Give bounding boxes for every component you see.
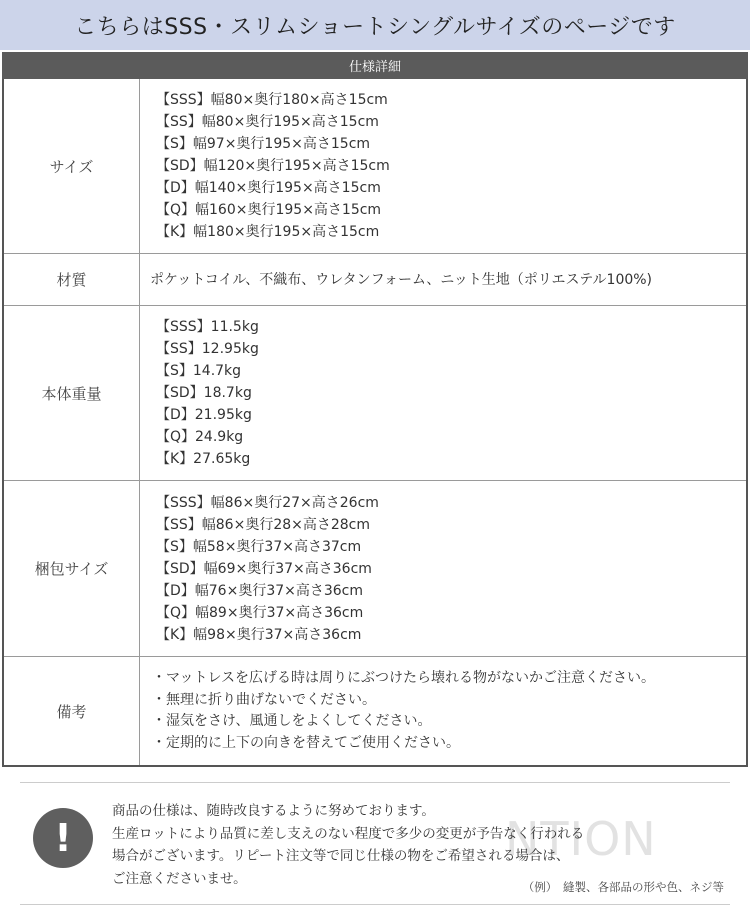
spec-value-line: 【SD】幅120×奥行195×高さ15cm [156,158,390,174]
spec-row-weight [4,306,746,481]
spec-value [140,657,746,765]
spec-header-title: 仕様詳細 [348,60,401,75]
spec-label: 梱包サイズ [4,481,140,656]
spec-label: 本体重量 [4,306,140,480]
spec-value [140,481,746,656]
spec-value [140,79,746,253]
spec-value-line: 【K】幅180×奥行195×高さ15cm [156,224,380,240]
spec-value-line: 【D】21.95kg [156,407,252,423]
notice-text [112,800,584,890]
exclamation-icon [33,808,93,868]
spec-value-line: 【SS】幅80×奥行195×高さ15cm [156,114,379,130]
spec-table-header [2,52,748,79]
notice-line: 生産ロットにより品質に差し支えのない程度で多少の変更が予告なく行われる [112,825,585,842]
spec-value-line: 【SS】12.95kg [156,341,259,357]
spec-value-line: 【K】27.65kg [156,451,251,467]
notice-divider-bottom [20,904,730,905]
spec-value-line: 【D】幅140×奥行195×高さ15cm [156,180,381,196]
spec-value-line: ・無理に折り曲げないでください。 [152,691,376,708]
exclamation-glyph: ! [54,816,72,860]
spec-row-package-size [4,481,746,657]
notice-footnote: （例） 縫製、各部品の形や色、ネジ等 [522,880,724,894]
spec-value-line: 【S】14.7kg [156,363,242,379]
spec-value-line: ポケットコイル、不織布、ウレタンフォーム、ニット生地（ポリエステル100%) [150,271,653,288]
spec-value-line: 【SD】幅69×奥行37×高さ36cm [156,560,372,577]
spec-value-line: 【SS】幅86×奥行28×高さ28cm [156,516,371,533]
spec-value [140,306,746,480]
spec-value [140,254,746,305]
spec-value-line: 【S】幅58×奥行37×高さ37cm [156,538,362,555]
spec-value-line: 【SSS】幅86×奥行27×高さ26cm [156,494,379,511]
spec-value-line: 【SD】18.7kg [156,385,252,401]
notice-line: 場合がございます。リピート注文等で同じ仕様の物をご希望される場合は、 [112,848,570,864]
spec-value-line: 【SSS】11.5kg [156,319,259,335]
notice-line: ご注意くださいませ。 [112,870,247,887]
notice-watermark: NTION [505,812,657,866]
spec-row-size [4,79,746,254]
page-banner [0,0,750,50]
spec-value-line: 【Q】24.9kg [156,429,244,445]
spec-value-line: ・マットレスを広げる時は周りにぶつけたら壊れる物がないかご注意ください。 [152,670,656,686]
spec-label: 備考 [4,657,140,765]
spec-value-line: 【K】幅98×奥行37×高さ36cm [156,626,362,643]
notice-divider-top [20,782,730,783]
spec-label: サイズ [4,79,140,253]
spec-row-material [4,254,746,306]
spec-value-line: 【Q】幅89×奥行37×高さ36cm [156,604,364,621]
spec-value-line: ・定期的に上下の向きを替えてご使用ください。 [152,734,460,751]
spec-value-line: 【S】幅97×奥行195×高さ15cm [156,136,371,152]
banner-title: こちらはSSS・スリムショートシングルサイズのページです [74,14,676,40]
notice-line: 商品の仕様は、随時改良するように努めております。 [112,803,435,819]
spec-value-line: 【D】幅76×奥行37×高さ36cm [156,582,364,599]
spec-label: 材質 [4,254,140,305]
spec-value-line: 【SSS】幅80×奥行180×高さ15cm [156,92,388,108]
spec-table [2,79,748,767]
spec-row-notes [4,657,746,767]
spec-value-line: 【Q】幅160×奥行195×高さ15cm [156,202,382,218]
spec-value-line: ・湿気をさけ、風通しをよくしてください。 [152,713,432,729]
